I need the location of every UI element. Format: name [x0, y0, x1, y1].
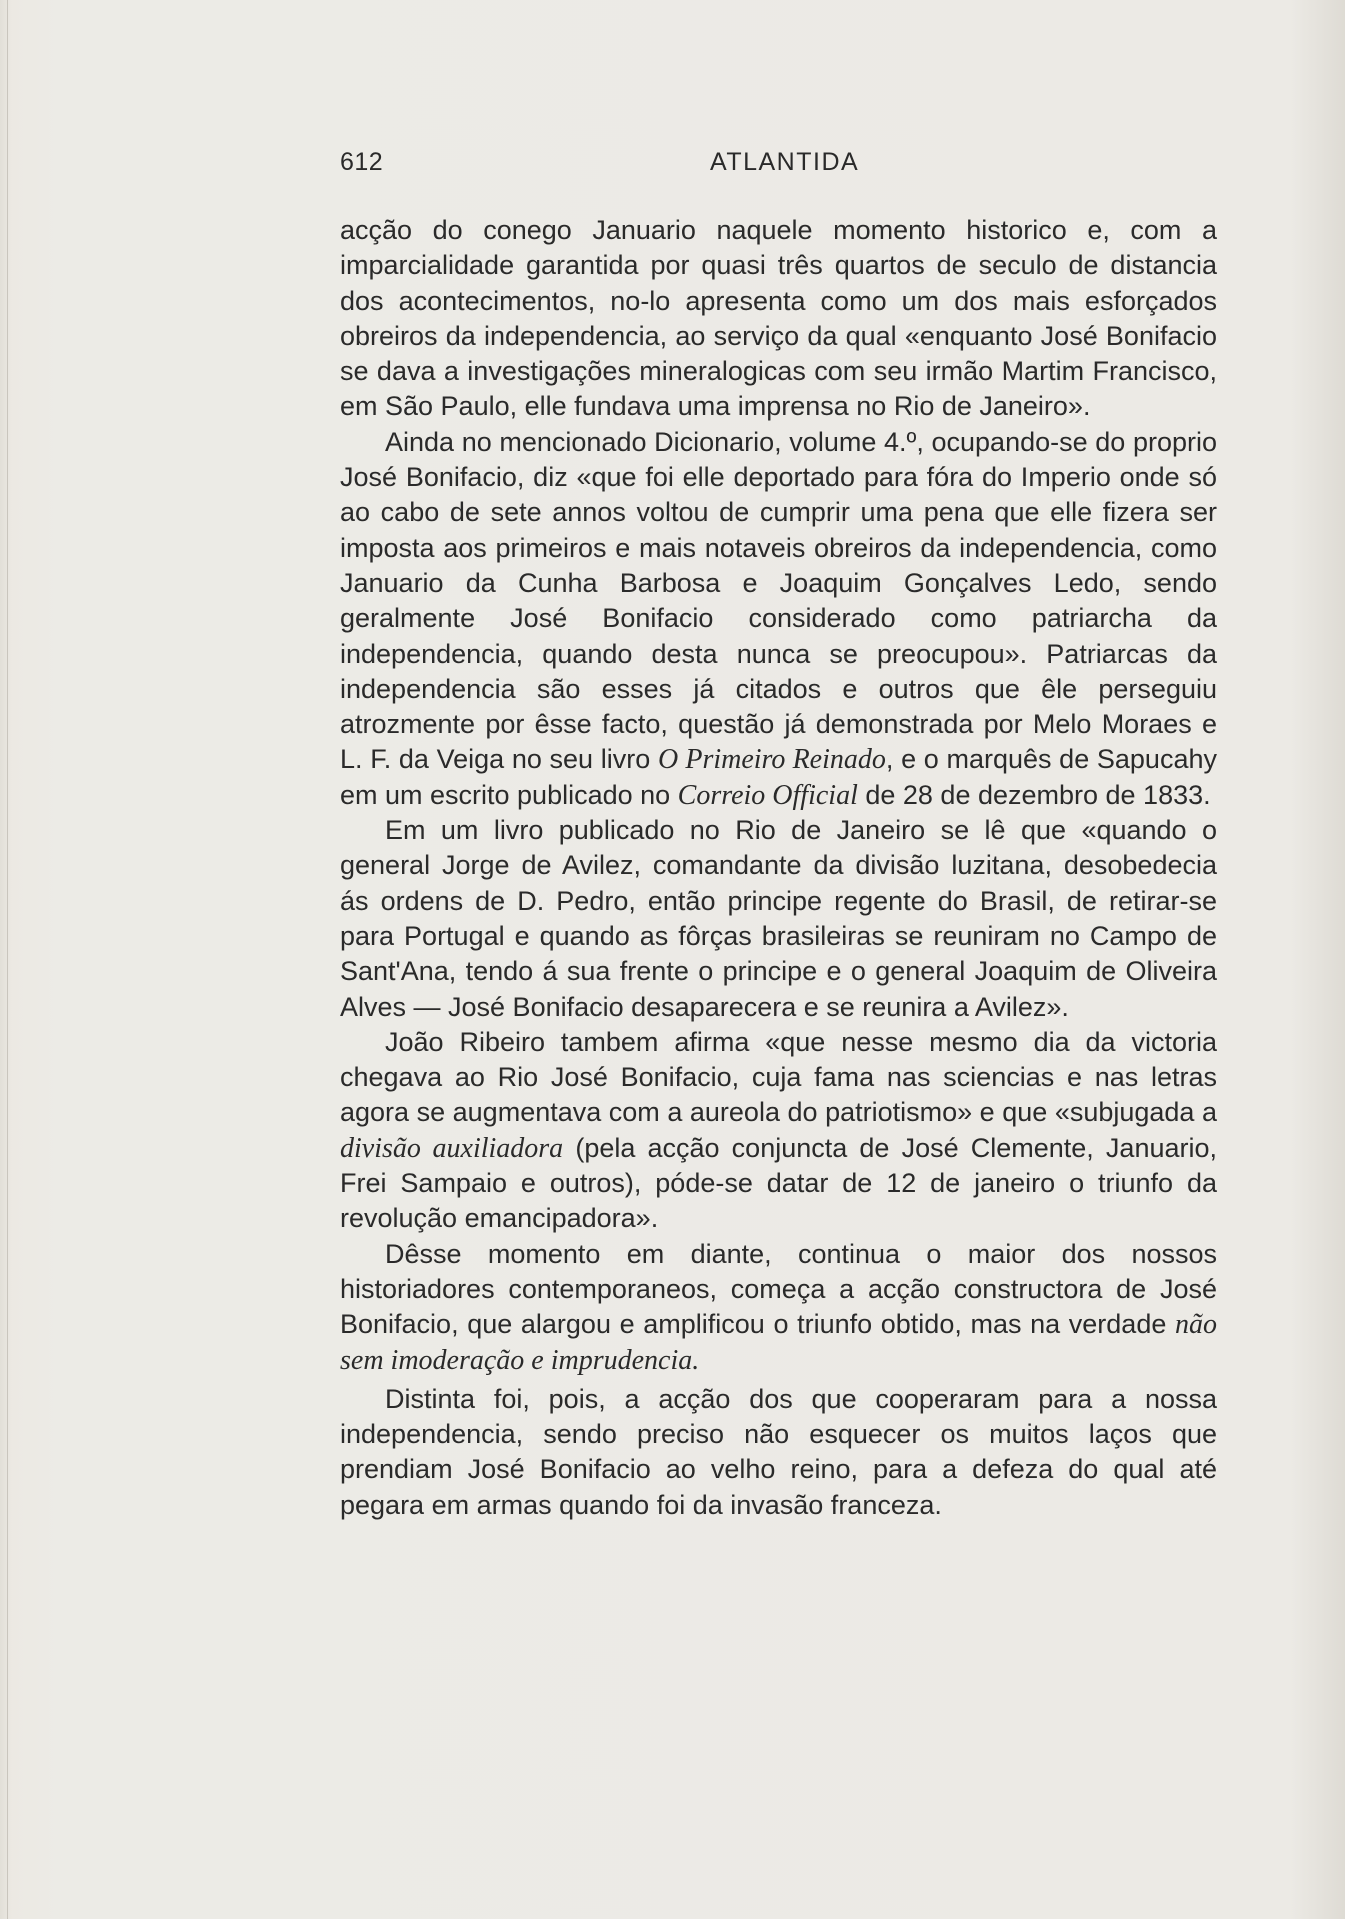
paragraph — [340, 1237, 1217, 1378]
text-run: Em um livro publicado no Rio de Janeiro se lê que «quando o general Jorge de Avilez, comandante da divisão luzitana, desobedecia ás ordens de D. Pedro, então principe regente do Brasil, de retirar-se para Portugal e quando as fôrças brasileiras se reuniram no Campo de Sant'Ana, tendo á sua frente o principe e o general Joaquim de Oliveira Alves — José Bonifacio desaparecera e se reunira a Avilez». — [340, 815, 1217, 1022]
text-run: João Ribeiro tambem afirma «que nesse mesmo dia da victoria chegava ao Rio José Bonifacio, cuja fama nas sciencias e nas letras agora se augmentava com a aureola do patriotismo» e que «subjugada a — [340, 1026, 1217, 1128]
text-run: , e o marquês de Sapucahy em um escrito publicado no — [340, 744, 1217, 810]
text-run: Distinta foi, pois, a acção dos que cooperaram para a nossa independencia, sendo preciso não esquecer os muitos laços que prendiam José Bonifacio ao velho reino, para a defeza do qual até pegara em armas quando foi da invasão franceza. — [340, 1383, 1217, 1520]
running-head — [340, 148, 1220, 184]
paragraph — [340, 1025, 1217, 1237]
paragraph — [340, 425, 1217, 813]
text-run: Ainda no mencionado Dicionario, volume 4.º, ocupando-se do proprio José Bonifacio, diz «que foi elle deportado para fóra do Imperio onde só ao cabo de sete annos voltou de cumprir uma pena que elle fizera ser imposta aos primeiros e mais notaveis obreiros da independencia, como Januario da Cunha Barbosa e Joaquim Gonçalves Ledo, sendo geralmente José Bonifacio considerado como patriarcha da independencia, quando desta nunca se preocupou». Patriarcas da independencia são esses já citados e outros que êle perseguiu atrozmente por êsse facto, questão já demonstrada por Melo Moraes e L. F. da Veiga no seu livro — [340, 426, 1217, 775]
text-run: Dêsse momento em diante, continua o maior dos nossos historiadores contemporaneos, começa a acção constructora de José Bonifacio, que alargou e amplificou o triunfo obtido, mas na verdade — [340, 1238, 1217, 1340]
paragraph — [340, 1382, 1217, 1523]
emphasis-italic: divisão auxiliadora — [340, 1132, 564, 1164]
journal-title: ATLANTIDA — [710, 148, 860, 176]
paragraph — [340, 813, 1217, 1025]
text-run: de 28 de dezembro de 1833. — [857, 779, 1211, 810]
newspaper-title-italic: Correio Official — [677, 779, 858, 811]
book-title-italic: O Primeiro Reinado — [657, 744, 886, 776]
body-text — [340, 213, 1217, 1523]
text-run: acção do conego Januario naquele momento historico e, com a imparcialidade garantida por quasi três quartos de seculo de distancia dos acontecimentos, no-lo apresenta como um dos mais esforçados obreiros da independencia, ao serviço da qual «enquanto José Bonifacio se dava a investigações mineralogicas com seu irmão Martim Francisco, em São Paulo, elle fundava uma imprensa no Rio de Janeiro». — [340, 215, 1217, 422]
paragraph — [340, 213, 1217, 425]
page-number: 612 — [340, 148, 384, 176]
text-run: (pela acção conjuncta de José Clemente, Januario, Frei Sampaio e outros), póde-se datar de 12 de janeiro o triunfo da revolução emancipadora». — [340, 1132, 1217, 1234]
page-edge — [7, 0, 8, 1919]
emphasis-italic: não sem imoderação e imprudencia. — [340, 1309, 1217, 1376]
